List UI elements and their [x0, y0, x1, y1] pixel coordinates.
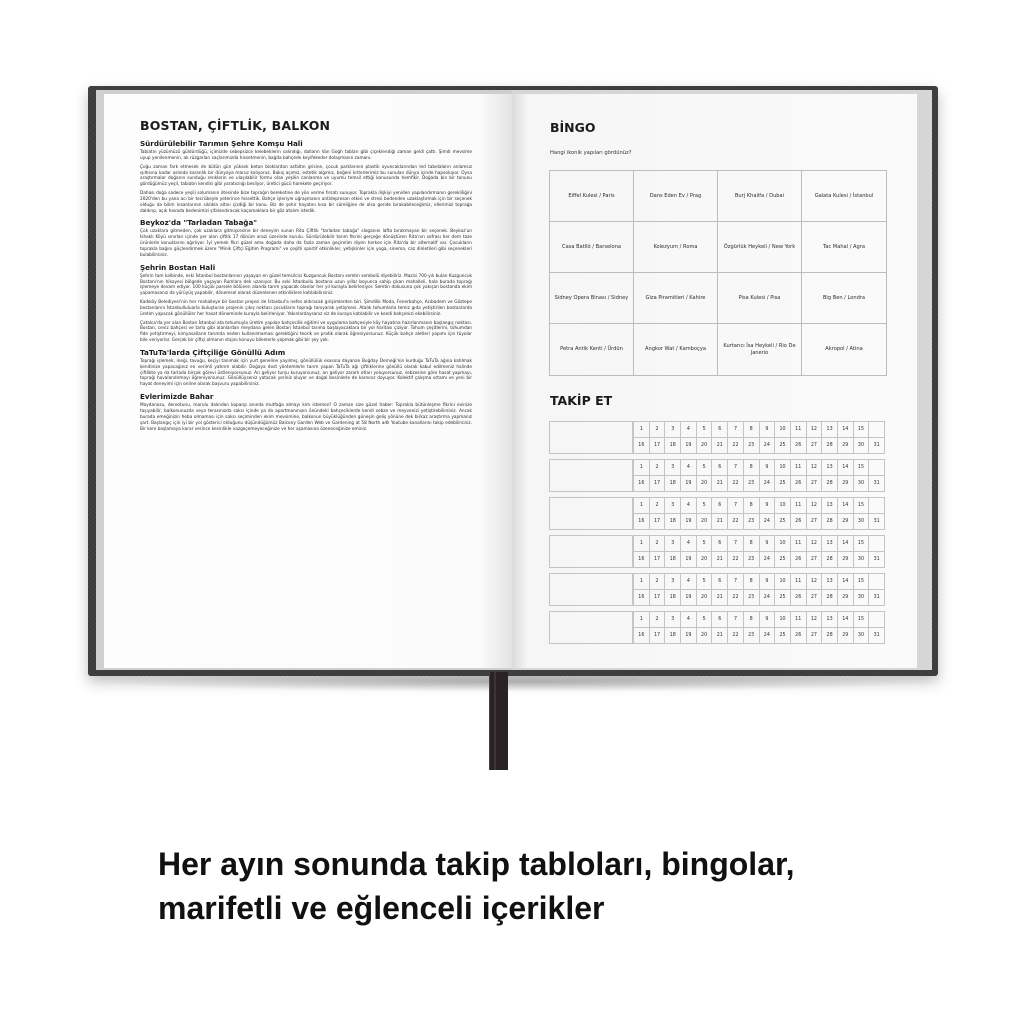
- tracker-day-cell[interactable]: 19: [680, 476, 696, 491]
- tracker-day-cell[interactable]: 30: [853, 628, 869, 643]
- tracker-day-cell[interactable]: 14: [837, 422, 853, 437]
- section-heading: Şehrin Bostan Hali: [140, 262, 216, 272]
- bingo-cell: Sidney Opera Binası / Sidney: [550, 273, 634, 324]
- tracker-day-cell[interactable]: 7: [727, 422, 743, 437]
- tracker-day-cell[interactable]: 9: [759, 498, 775, 513]
- tracker-day-cell[interactable]: 30: [853, 476, 869, 491]
- tracker-day-cell[interactable]: 2: [649, 498, 665, 513]
- tracker-day-cell[interactable]: 10: [774, 536, 790, 551]
- tracker-day-cell[interactable]: 11: [790, 574, 806, 589]
- tracker-day-cell[interactable]: 21: [711, 438, 727, 453]
- tracker-day-cell[interactable]: 2: [649, 536, 665, 551]
- bingo-cell: Kurtarıcı İsa Heykeli / Rio De Janerio: [718, 324, 802, 375]
- tracker-day-cell[interactable]: 15: [853, 612, 869, 627]
- tracker-day-cell[interactable]: 9: [759, 574, 775, 589]
- left-page-content: [140, 118, 472, 435]
- tracker-day-cell[interactable]: 13: [821, 422, 837, 437]
- bookmark-ribbon: [489, 672, 508, 770]
- section-paragraph: Çok uzaklara gitmeden, çok uzaklara gitmişcesine bir deneyim sunan Rita Çiftlik "tarladan tabağa" sloganını lafta bırakmayan bir seçenek. Beykoz'un İshaklı Köyü sınırları içinde yer alan çiftlik 17 dönüm arazi üzerinde kurulu. Sürdürülebilir tarım fikrini gerçeğe dönüştüren Rita'nın sofrası her dem taze ürünlerle konuklarını ağırlıyor. İyi yemek fikri güzel ama doğada daha da fazla zaman geçirelim diyen herkes için Rita'da bir alternatif var. Çocukların toprakla bağını güçlendirmek üzere "Minik Çiftçi Eğitim Programı" ve çeşitli sportif etkinlikler, yetişkinler için yoga, sinema, caz dinletileri gibi seçenekleri bulabilirsiniz.: [140, 229, 472, 258]
- tracker-day-cell[interactable]: 18: [664, 552, 680, 567]
- bingo-question: Hangi ikonik yapıları gördünüz?: [550, 150, 632, 156]
- tracker-day-cell[interactable]: 1: [633, 460, 649, 475]
- tracker-day-cell[interactable]: [868, 612, 884, 627]
- tracker-day-cell[interactable]: 19: [680, 628, 696, 643]
- tracker-day-cell[interactable]: 13: [821, 574, 837, 589]
- tracker-day-cell[interactable]: 8: [743, 574, 759, 589]
- tracker-day-cell[interactable]: 24: [759, 590, 775, 605]
- bingo-cell: Burj Khalifa / Dubai: [718, 171, 802, 222]
- tracker-day-cell[interactable]: [868, 574, 884, 589]
- bingo-grid: [549, 170, 887, 376]
- tracker-day-cell[interactable]: 11: [790, 498, 806, 513]
- tracker-day-cell[interactable]: 17: [649, 514, 665, 529]
- promo-caption: [158, 842, 918, 930]
- tracker-name-cell[interactable]: [550, 498, 633, 529]
- tracker-day-cell[interactable]: 11: [790, 422, 806, 437]
- tracker-day-cell[interactable]: 28: [821, 590, 837, 605]
- tracker-day-cell[interactable]: 10: [774, 574, 790, 589]
- tracker-day-cell[interactable]: 31: [868, 552, 884, 567]
- tracker-day-cell[interactable]: 1: [633, 574, 649, 589]
- bingo-cell: Akropol / Atina: [825, 346, 863, 352]
- tracker-day-cell[interactable]: 5: [696, 422, 712, 437]
- tracker-day-cell[interactable]: 27: [806, 514, 822, 529]
- tracker-day-cell[interactable]: 22: [727, 552, 743, 567]
- bingo-cell: Giza Piramitleri / Kahire: [634, 273, 718, 324]
- bingo-cell: Pisa Kulesi / Pisa: [718, 273, 802, 324]
- tracker-day-cell[interactable]: 29: [837, 590, 853, 605]
- tracker-day-cell[interactable]: 9: [759, 612, 775, 627]
- tracker-day-cell[interactable]: 6: [711, 612, 727, 627]
- tracker-day-cell[interactable]: 14: [837, 612, 853, 627]
- tracker-day-cell[interactable]: 13: [821, 536, 837, 551]
- tracker-day-cell[interactable]: 4: [680, 536, 696, 551]
- tracker-day-cell[interactable]: 3: [664, 574, 680, 589]
- bingo-cell: Dans Eden Ev / Prag: [634, 171, 718, 222]
- tracker-day-cell[interactable]: 1: [633, 612, 649, 627]
- tracker-name-cell[interactable]: [550, 422, 633, 453]
- tracker-day-cell[interactable]: 11: [790, 536, 806, 551]
- tracker-day-cell[interactable]: 30: [853, 438, 869, 453]
- tracker-day-cell[interactable]: 10: [774, 422, 790, 437]
- tracker-day-cell[interactable]: 21: [711, 514, 727, 529]
- tracker-day-cell[interactable]: 3: [664, 422, 680, 437]
- tracker-day-cell[interactable]: 6: [711, 536, 727, 551]
- tracker-day-cell[interactable]: 28: [821, 628, 837, 643]
- tracker-day-cell[interactable]: 5: [696, 612, 712, 627]
- tracker-day-cell[interactable]: 5: [696, 536, 712, 551]
- tracker-day-cell[interactable]: 12: [806, 536, 822, 551]
- tracker-day-cell[interactable]: 31: [868, 514, 884, 529]
- tracker-day-cell[interactable]: 14: [837, 460, 853, 475]
- tracker-day-cell[interactable]: 4: [680, 460, 696, 475]
- tracker-day-cell[interactable]: 4: [680, 612, 696, 627]
- section-heading: TaTuTa'larda Çiftçiliğe Gönüllü Adım: [140, 347, 286, 357]
- tracker-day-cell[interactable]: 28: [821, 514, 837, 529]
- tracker-day-cell[interactable]: 24: [759, 628, 775, 643]
- section-paragraph: Çoğu zaman fark etmesek de bütün gün yüksek beton bloklardan asfaltın grisine, çocuk parklarının plastik oyuncaklarından led tabelaların anlamsız ışıltısına kadar aslında karanlık bir dünyaya maruz kalıyoruz. Bakış açımız, estetik algımız, beğeni kriterlerimiz bu sunulan dünya içinde hapsoluyor. Oysa araştırmalar doğanın sunduğu renklerin ve ulaşılabilir formu olan yeşilin canlanma ve uyumu temsil ettiği konusunda hemfikir. Doğada bin bir tonunu gördüğümüz yeşil, tabiatın kendisi gibi yaratıcılığı besliyor, üretici gücü harekete geçiriyor.: [140, 164, 472, 188]
- tracker-day-cell[interactable]: 28: [821, 476, 837, 491]
- section-heading: Beykoz'da "Tarladan Tabağa": [140, 218, 258, 228]
- bingo-cell: Angkor Wat / Kamboçya: [634, 324, 718, 375]
- tracker-day-cell[interactable]: 17: [649, 590, 665, 605]
- tracker-day-cell[interactable]: 19: [680, 514, 696, 529]
- tracker-day-cell[interactable]: 31: [868, 476, 884, 491]
- tracker-day-cell[interactable]: 4: [680, 574, 696, 589]
- tracker-day-cell[interactable]: 24: [759, 476, 775, 491]
- tracker-day-cell[interactable]: 13: [821, 498, 837, 513]
- tracker-day-cell[interactable]: 10: [774, 612, 790, 627]
- tracker-day-cell[interactable]: 9: [759, 536, 775, 551]
- tracker-day-cell[interactable]: 7: [727, 536, 743, 551]
- tracker-day-cell[interactable]: 25: [774, 552, 790, 567]
- tracker-day-cell[interactable]: 9: [759, 460, 775, 475]
- tracker-day-cell[interactable]: 15: [853, 574, 869, 589]
- tracker-day-cell[interactable]: 8: [743, 612, 759, 627]
- tracker-day-cell[interactable]: 29: [837, 552, 853, 567]
- bingo-cell: Big Ben / Londra: [802, 273, 886, 324]
- tracker-day-cell[interactable]: 28: [821, 438, 837, 453]
- tracker-day-cell[interactable]: 4: [680, 422, 696, 437]
- tracker-day-cell[interactable]: 18: [664, 514, 680, 529]
- tracker-day-cell[interactable]: 26: [790, 514, 806, 529]
- tracker-day-cell[interactable]: 14: [837, 574, 853, 589]
- tracker-day-cell[interactable]: 12: [806, 460, 822, 475]
- tracker-day-cell[interactable]: [868, 498, 884, 513]
- tracker-day-cell[interactable]: 31: [868, 590, 884, 605]
- tracker-day-cell[interactable]: 21: [711, 590, 727, 605]
- tracker-day-cell[interactable]: 26: [790, 476, 806, 491]
- tracker-day-cell[interactable]: 29: [837, 514, 853, 529]
- tracker-day-cell[interactable]: 1: [633, 498, 649, 513]
- tracker-day-cell[interactable]: 18: [664, 590, 680, 605]
- tracker-table: [549, 497, 885, 530]
- tracker-day-cell[interactable]: 27: [806, 590, 822, 605]
- tracker-day-cell[interactable]: 12: [806, 612, 822, 627]
- tracker-day-cell[interactable]: 1: [633, 422, 649, 437]
- tracker-day-cell[interactable]: 4: [680, 498, 696, 513]
- section-heading: Evlerimizde Bahar: [140, 392, 214, 402]
- tracker-day-cell[interactable]: 7: [727, 574, 743, 589]
- tracker-day-cell[interactable]: 25: [774, 438, 790, 453]
- tracker-day-cell[interactable]: 14: [837, 536, 853, 551]
- tracker-day-cell[interactable]: 17: [649, 552, 665, 567]
- tracker-day-cell[interactable]: 5: [696, 460, 712, 475]
- tracker-day-cell[interactable]: 30: [853, 590, 869, 605]
- tracker-day-cell[interactable]: 13: [821, 612, 837, 627]
- tracker-day-cell[interactable]: 11: [790, 612, 806, 627]
- tracker-day-cell[interactable]: 12: [806, 574, 822, 589]
- tracker-day-cell[interactable]: 7: [727, 498, 743, 513]
- tracker-day-cell[interactable]: 6: [711, 460, 727, 475]
- tracker-day-cell[interactable]: 3: [664, 460, 680, 475]
- tracker-day-cell[interactable]: 25: [774, 590, 790, 605]
- tracker-day-cell[interactable]: 21: [711, 552, 727, 567]
- bingo-cell: Galata Kulesi / İstanbul: [802, 171, 886, 222]
- tracker-day-cell[interactable]: 8: [743, 536, 759, 551]
- tracker-day-cell[interactable]: 31: [868, 438, 884, 453]
- tracker-day-cell[interactable]: 30: [853, 514, 869, 529]
- tracker-day-cell[interactable]: 19: [680, 552, 696, 567]
- tracker-day-cell[interactable]: 29: [837, 628, 853, 643]
- section-paragraph: Çatalca'da yer alan Bostan İstanbul ata tohumuyla üretim yapılan bahçecilik eğitimi ve uygulama bahçesiyle köy hayatına hazırlanmanın başlangıç noktası. Bostan, ceviz bahçesi ve tarla gibi alanlardan meydana gelen Bostan İstanbul tarıma başlayacaklara bir yol haritası çiziyor. Tohum çeşitlerini, tohumdan fide yetiştirmeyi, kimyasalların tarımda neden kullanılmaması gerektiğini teorik ve pratik olarak öğreniyorsunuz. Küçük bahçe aletleri yapımı için tüyolar bile veriyorlar. Gerçek bir çiftçi olmanın stajını konuyu bilenlerle yapmak gibi bir şey yok.: [140, 320, 472, 344]
- tracker-table: [549, 573, 885, 606]
- tracker-day-cell[interactable]: 21: [711, 476, 727, 491]
- tracker-day-cell[interactable]: 25: [774, 514, 790, 529]
- section-paragraph: Şehrin tam kalbinde, eski İstanbul bostanlarının yaşayan en güzel temsilcisi Kuzguncuk Bostanı semtin sembolü diyebiliriz. Mazisi 700 yılı bulan Kuzguncuk Bostanı'nın hikayesi bölgede yaşayan Rumlara dek uzanıyor. Bu eski İstanbullu bostana uzun yıllar boyunca sahip çıkan mahalleli, hala burada toprağı işlemeye devam ediyor. 100 küçük parsele bölünen alanda tarım yapacak olanlar her yıl kurayla belirleniyor. Semtin dokusuna çok yakışan bostanda ekim yapamasanız da yürüyüş yapabilir, dönemsel olarak düzenlenen etkinliklere katılabilirsiniz.: [140, 273, 472, 297]
- tracker-day-cell[interactable]: 6: [711, 574, 727, 589]
- tracker-day-cell[interactable]: 6: [711, 422, 727, 437]
- tracker-day-cell[interactable]: 26: [790, 628, 806, 643]
- caption-line-1: Her ayın sonunda takip tabloları, bingolar,: [158, 846, 795, 882]
- tracker-day-cell[interactable]: 6: [711, 498, 727, 513]
- tracker-day-cell[interactable]: 7: [727, 612, 743, 627]
- bingo-cell: Casa Batlló / Barselona: [550, 222, 634, 273]
- tracker-day-cell[interactable]: 23: [743, 628, 759, 643]
- tracker-day-cell[interactable]: 8: [743, 498, 759, 513]
- tracker-day-cell[interactable]: 15: [853, 536, 869, 551]
- tracker-day-cell[interactable]: 23: [743, 514, 759, 529]
- tracker-day-cell[interactable]: 17: [649, 628, 665, 643]
- tracker-day-cell[interactable]: 22: [727, 438, 743, 453]
- tracker-day-cell[interactable]: 27: [806, 628, 822, 643]
- section-paragraph: Tabiatın yüzümüzü güldürdüğü, içimizde sebepsizce kelebeklerin salındığı, dalların Van Gogh tabları gibi çiçeklendiği zaman geldi çattı. Şimdi mevsime uyup yenilenmenin, ak rüzgarları saçlarımızda hissetmenin, bağda bahçede keyifekeder dolaşmanın zamanı.: [140, 150, 472, 161]
- tracker-day-cell[interactable]: 24: [759, 438, 775, 453]
- section-paragraph: Maydanozu, dereotunu, marulu dalından koparıp anında mutfağa almayı kim istemez? O zaman size güzel haber: Toprakla bütünleşme fikrini evinize taşıyabilir, balkonunuzda veya terasınızda saksı içinde ya da apartmanınızın önündeki bahçeciklerde kendi sebze ve meyvenizi yetiştirebilirsiniz. Ancak burada emeğinizin heba olmaması için saksı seçiminden ekim mevsimine, balkonun büyüklüğünden güneşin geliş yönüne dek birkaz araştırma yapmanız şart. Başlangıç için iyi bir yol gösterici olduğunu düşündüğümüz Balcony Garden Web ve Gardening at 58 North adlı Youtube kanallarını takip edebilirsiniz. Bir kere başlamaya karar verince kesinlikle vazgeçemeyeceğinize ve her aşamasına özeneceğinize eminiz.: [140, 403, 472, 432]
- tracker-day-cell[interactable]: 21: [711, 628, 727, 643]
- tracker-name-cell[interactable]: [550, 574, 633, 605]
- tracker-day-cell[interactable]: 23: [743, 590, 759, 605]
- tracker-day-cell[interactable]: 23: [743, 552, 759, 567]
- tracker-day-cell[interactable]: 25: [774, 476, 790, 491]
- tracker-day-cell[interactable]: 15: [853, 422, 869, 437]
- tracker-day-cell[interactable]: [868, 536, 884, 551]
- tracker-name-cell[interactable]: [550, 536, 633, 567]
- tracker-day-cell[interactable]: 17: [649, 476, 665, 491]
- tracker-day-cell[interactable]: 23: [743, 476, 759, 491]
- tracker-name-cell[interactable]: [550, 612, 633, 643]
- tracker-day-cell[interactable]: 22: [727, 628, 743, 643]
- tracker-day-cell[interactable]: 2: [649, 460, 665, 475]
- tracker-day-cell[interactable]: 22: [727, 476, 743, 491]
- tracker-day-cell[interactable]: 18: [664, 628, 680, 643]
- tracker-day-cell[interactable]: 31: [868, 628, 884, 643]
- bingo-title: BİNGO: [550, 120, 596, 135]
- tracker-day-cell[interactable]: 5: [696, 498, 712, 513]
- tracker-day-cell[interactable]: 28: [821, 552, 837, 567]
- tracker-day-cell[interactable]: 20: [696, 628, 712, 643]
- tracker-day-cell[interactable]: 10: [774, 460, 790, 475]
- section-paragraph: Dahası doğa sadece yeşili solumanın ötesinde bize toprağın bereketine de yön verme fırsatı sunuyor. Toprakla ilişkiyi yeniden yapılandırmanın gerekliliğini 2020'den bu yana acı bir tecrübeyle yeterince hissettik. Bahçe işleriyle uğraşmanın antidepresan etkisi ve stresi bedenden uzaklaştırmak için bir seçenek olduğu da bilim insanlarının sıklıkla altını çizdiği bir konu. Biz de şehir hayatını kısa bir süreliğine de olsa geride bırakabileceğimiz, ellerimizi toprağa daldırıp, açık havada bedenimizi şifalandıracak kaçamaklara bir göz atalım istedik.: [140, 191, 472, 214]
- tracker-day-cell[interactable]: 22: [727, 590, 743, 605]
- tracker-day-cell[interactable]: 20: [696, 590, 712, 605]
- tracker-day-cell[interactable]: 3: [664, 536, 680, 551]
- tracker-day-cell[interactable]: 12: [806, 422, 822, 437]
- bingo-cell: Eiffel Kulesi / Paris: [550, 171, 634, 222]
- bingo-cell: Petra Antik Kenti / Ürdün: [550, 324, 634, 375]
- tracker-day-cell[interactable]: 16: [633, 476, 649, 491]
- takip-title: TAKİP ET: [550, 393, 613, 408]
- section-paragraph: Kadıköy Belediyesi'nin her mahalleye bir bostan projesi de İstanbul'a nefes aldıracak girişimlerden biri. Şimdilik Moda, Fenerbahçe, Acıbadem ve Göztepe bostanlarını İstanbulluluarla buluşturan projenin çıkış noktası çocukların toprağı tanıyarak yetişmesi. Atalık tohumlarla temiz gıda yetiştirilen bostanlarda üretim yapacak gönüllüler her hasat döneminde kurayla belirleniyor. Yakınlardaysanız siz de kuraya katılabilir ve kendi bahçenizi ekebilirsiniz.: [140, 300, 472, 317]
- tracker-day-cell[interactable]: 16: [633, 438, 649, 453]
- tracker-day-cell[interactable]: 9: [759, 422, 775, 437]
- tracker-day-cell[interactable]: 22: [727, 514, 743, 529]
- tracker-day-cell[interactable]: 20: [696, 438, 712, 453]
- tracker-day-cell[interactable]: 7: [727, 460, 743, 475]
- left-page-sections: [140, 139, 472, 432]
- tracker-day-cell[interactable]: 24: [759, 552, 775, 567]
- tracker-day-cell[interactable]: 17: [649, 438, 665, 453]
- tracker-day-cell[interactable]: 16: [633, 552, 649, 567]
- tracker-day-cell[interactable]: 24: [759, 514, 775, 529]
- tracker-day-cell[interactable]: [868, 460, 884, 475]
- tracker-day-cell[interactable]: 16: [633, 590, 649, 605]
- tracker-table: [549, 421, 885, 454]
- tracker-day-cell[interactable]: 26: [790, 590, 806, 605]
- caption-line-2: marifetli ve eğlenceli içerikler: [158, 890, 605, 926]
- tracker-day-cell[interactable]: 19: [680, 438, 696, 453]
- tracker-table: [549, 535, 885, 568]
- tracker-day-cell[interactable]: 29: [837, 476, 853, 491]
- tracker-day-cell[interactable]: 16: [633, 514, 649, 529]
- left-page-title: BOSTAN, ÇİFTLİK, BALKON: [140, 118, 331, 133]
- tracker-day-cell[interactable]: 16: [633, 628, 649, 643]
- tracker-day-cell[interactable]: 5: [696, 574, 712, 589]
- tracker-day-cell[interactable]: 18: [664, 438, 680, 453]
- tracker-day-cell[interactable]: 27: [806, 476, 822, 491]
- tracker-day-cell[interactable]: 15: [853, 498, 869, 513]
- tracker-day-cell[interactable]: 1: [633, 536, 649, 551]
- tracker-day-cell[interactable]: 20: [696, 476, 712, 491]
- section-heading: Sürdürülebilir Tarımın Şehre Komşu Hali: [140, 139, 303, 148]
- tracker-day-cell[interactable]: 29: [837, 438, 853, 453]
- tracker-day-cell[interactable]: 18: [664, 476, 680, 491]
- tracker-day-cell[interactable]: 3: [664, 498, 680, 513]
- tracker-table: [549, 459, 885, 492]
- tracker-day-cell[interactable]: 26: [790, 438, 806, 453]
- tracker-day-cell[interactable]: 19: [680, 590, 696, 605]
- tracker-day-cell[interactable]: 13: [821, 460, 837, 475]
- tracker-day-cell[interactable]: 30: [853, 552, 869, 567]
- tracker-day-cell[interactable]: 27: [806, 552, 822, 567]
- tracker-day-cell[interactable]: 8: [743, 422, 759, 437]
- tracker-day-cell[interactable]: 3: [664, 612, 680, 627]
- tracker-day-cell[interactable]: 20: [696, 514, 712, 529]
- tracker-day-cell[interactable]: [868, 422, 884, 437]
- tracker-day-cell[interactable]: 15: [853, 460, 869, 475]
- tracker-day-cell[interactable]: 27: [806, 438, 822, 453]
- tracker-day-cell[interactable]: 10: [774, 498, 790, 513]
- tracker-day-cell[interactable]: 20: [696, 552, 712, 567]
- tracker-name-cell[interactable]: [550, 460, 633, 491]
- bingo-cell: Tac Mahal / Agra: [802, 222, 886, 273]
- tracker-day-cell[interactable]: 26: [790, 552, 806, 567]
- tracker-day-cell[interactable]: 23: [743, 438, 759, 453]
- bingo-cell: Özgürlük Heykeli / New York: [718, 222, 802, 273]
- tracker-day-cell[interactable]: 2: [649, 574, 665, 589]
- tracker-table: [549, 611, 885, 644]
- section-paragraph: Toprağı işlemek, ineği, tavuğu, keçiyi tanımak için yurt geneline yayılmış, gönüllülük esasına dayanan Buğday Derneği'nin kurduğu TaTuTa ağına katılmak kendinize yapacağınız en verimli yatırım olabilir. Doğaya dost yöntemlerle tarım yapan TaTuTa ağı çiftliklerine gönüllü olarak kabul edilmeniz halinde çiftlikte ya da tarlada birçok görevi üstleniyorsunuz. Arı geliyor turşu kuruyorsunuz, arı geliyor zararlı otları yoluyorsunuz, sebzesine göre hasat yapmayı, toprağı havalandırmayı öğreniyorsunuz. Gönüllüyseniz yatacak yeriniz oluyor ve doğal besinlerle de karnınız doyuyor. Kolektif çalışma ortamı ve yeni bir hayat deneyimi için online olarak başvuru yapabilirsiniz.: [140, 358, 472, 388]
- tracker-day-cell[interactable]: 25: [774, 628, 790, 643]
- tracker-day-cell[interactable]: 12: [806, 498, 822, 513]
- tracker-day-cell[interactable]: 8: [743, 460, 759, 475]
- bingo-cell: Kolezyum / Roma: [634, 222, 718, 273]
- tracker-day-cell[interactable]: 2: [649, 422, 665, 437]
- tracker-day-cell[interactable]: 2: [649, 612, 665, 627]
- tracker-day-cell[interactable]: 11: [790, 460, 806, 475]
- tracker-day-cell[interactable]: 14: [837, 498, 853, 513]
